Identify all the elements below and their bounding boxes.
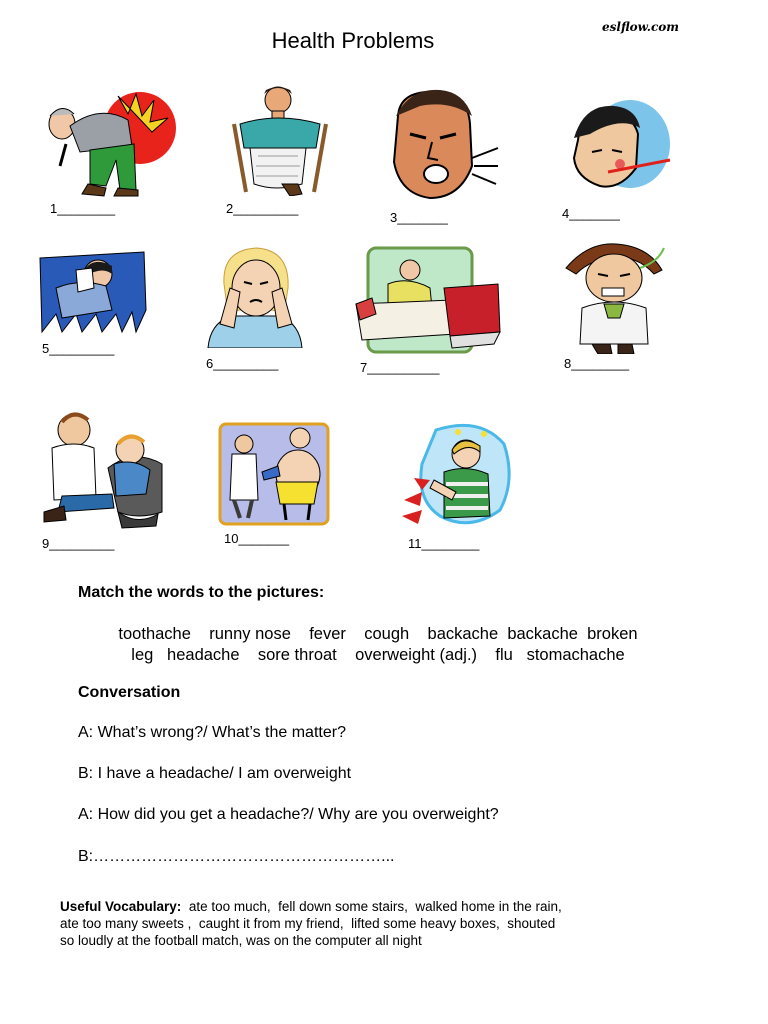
picture-2-label: 2_________: [226, 201, 299, 216]
site-logo: eslflow.com: [602, 20, 679, 34]
backache-man-icon: [40, 86, 180, 198]
vocabulary-line-3: so loudly at the football match, was on the computer all night: [60, 933, 422, 948]
broken-leg-crutches-icon: [220, 84, 340, 196]
useful-vocabulary: [60, 898, 700, 949]
page-title: Health Problems: [271, 28, 435, 53]
conversation-line-2: B: I have a headache/ I am overweight: [78, 765, 352, 782]
picture-9-label: 9_________: [42, 536, 115, 551]
runny-nose-tissue-icon: [36, 248, 148, 338]
picture-8-label: 8________: [564, 356, 630, 371]
sore-throat-man-icon: [558, 238, 670, 354]
word-bank-line-2: leg headache sore throat overweight (adj.) flu stomachache: [131, 646, 625, 664]
flu-in-bed-icon: [352, 244, 502, 356]
vocabulary-line-2: ate too many sweets , caught it from my friend, lifted some heavy boxes, shouted: [60, 916, 556, 931]
match-heading: Match the words to the pictures:: [78, 584, 325, 601]
picture-4-label: 4_______: [562, 206, 620, 221]
picture-5-label: 5_________: [42, 341, 115, 356]
vocabulary-label: Useful Vocabulary:: [60, 899, 182, 914]
overweight-doctor-icon: [218, 422, 330, 526]
stomachache-boy-icon: [400, 420, 516, 534]
toothache-dentist-icon: [38, 408, 168, 530]
conversation-line-4: B:………………………………………………...: [78, 848, 395, 865]
picture-6-label: 6_________: [206, 356, 279, 371]
picture-10-label: 10_______: [224, 531, 290, 546]
picture-1-label: 1________: [50, 201, 116, 216]
conversation-line-3: A: How did you get a headache?/ Why are you overweight?: [78, 806, 499, 823]
word-bank-line-1: toothache runny nose fever cough backache backache broken: [118, 625, 638, 643]
conversation-heading: Conversation: [78, 684, 181, 701]
headache-woman-icon: [200, 244, 310, 348]
conversation-line-1: A: What’s wrong?/ What’s the matter?: [78, 724, 346, 741]
picture-7-label: 7__________: [360, 360, 440, 375]
picture-11-label: 11________: [408, 536, 480, 551]
fever-thermometer-icon: [566, 94, 676, 204]
vocabulary-line-1: ate too much, fell down some stairs, walked home in the rain,: [188, 899, 562, 914]
picture-3-label: 3_______: [390, 210, 448, 225]
word-bank: [78, 624, 678, 666]
cough-man-icon: [380, 86, 500, 204]
